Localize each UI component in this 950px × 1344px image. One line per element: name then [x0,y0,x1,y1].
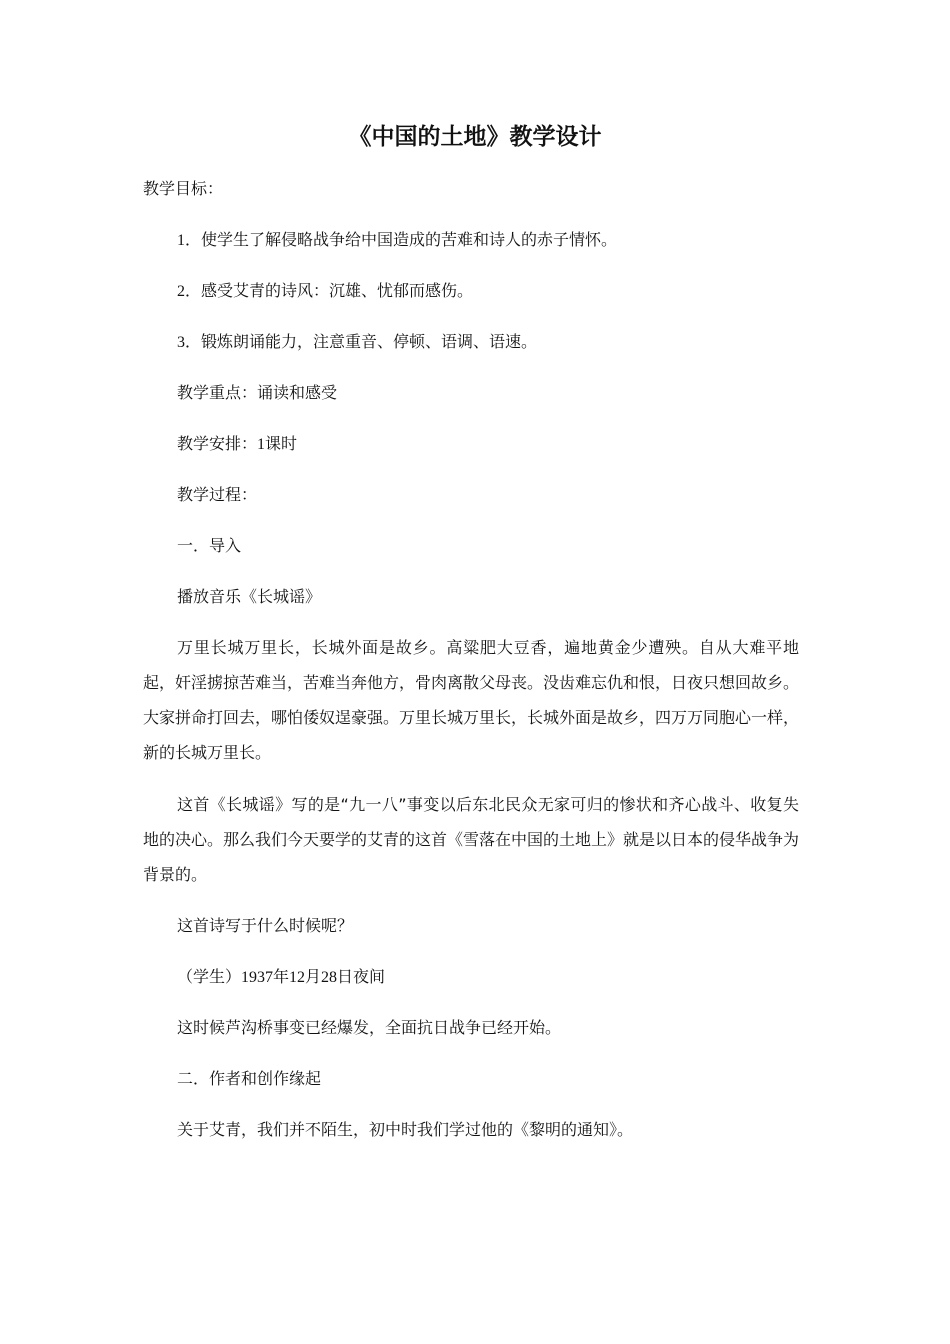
answer-year: 1937 [241,969,274,986]
question-line: 这首诗写于什么时候呢？ [177,916,354,935]
answer-year-unit: 年 [273,967,290,986]
section-2-heading: 二．作者和创作缘起 [177,1069,322,1088]
goal-text: 感受艾青的诗风：沉雄、忧郁而感伤。 [201,281,474,300]
author-intro-line: 关于艾青，我们并不陌生，初中时我们学过他的《黎明的通知》。 [177,1120,634,1139]
goal-item-2 [177,280,473,303]
goals-heading: 教学目标： [143,179,224,198]
teaching-focus: 教学重点：诵读和感受 [177,383,338,402]
section-1-heading: 一．导入 [177,536,242,555]
answer-day: 28 [321,969,338,986]
document-title: 《中国的土地》教学设计 [348,124,602,150]
background-line: 这时候芦沟桥事变已经爆发，全面抗日战争已经开始。 [177,1018,562,1037]
goal-text: 锻炼朗诵能力，注意重音、停顿、语调、语速。 [201,332,538,351]
music-instruction: 播放音乐《长城谣》 [177,587,322,606]
goal-number: 3． [177,334,202,351]
goal-item-3 [177,331,537,354]
answer-month-unit: 月 [305,967,322,986]
schedule-number: 1 [257,436,266,453]
teaching-process-heading: 教学过程： [177,485,258,504]
schedule-label: 教学安排： [177,434,258,453]
lyrics-paragraph: 万里长城万里长，长城外面是故乡。高粱肥大豆香，遍地黄金少遭殃。自从大难平地起，奸淫掳掠苦难当，苦难当奔他方，骨肉离散父母丧。没齿难忘仇和恨，日夜只想回故乡。大家拼命打回去，哪怕倭奴逞豪强。万里长城万里长，长城外面是故乡，四万万同胞心一样，新的长城万里长。 [143,638,800,762]
schedule-unit: 课时 [265,434,298,453]
goal-text: 使学生了解侵略战争给中国造成的苦难和诗人的赤子情怀。 [201,230,618,249]
teaching-schedule [177,433,297,456]
answer-label: （学生） [177,967,242,986]
context-paragraph: 这首《长城谣》写的是“九一八”事变以后东北民众无家可归的惨状和齐心战斗、收复失地的决心。那么我们今天要学的艾青的这首《雪落在中国的土地上》就是以日本的侵华战争为背景的。 [143,795,800,884]
goal-number: 1． [177,232,202,249]
answer-month: 12 [289,969,306,986]
answer-day-unit: 日夜间 [337,967,386,986]
goal-number: 2． [177,283,202,300]
goal-item-1 [177,229,617,252]
student-answer [177,966,385,989]
